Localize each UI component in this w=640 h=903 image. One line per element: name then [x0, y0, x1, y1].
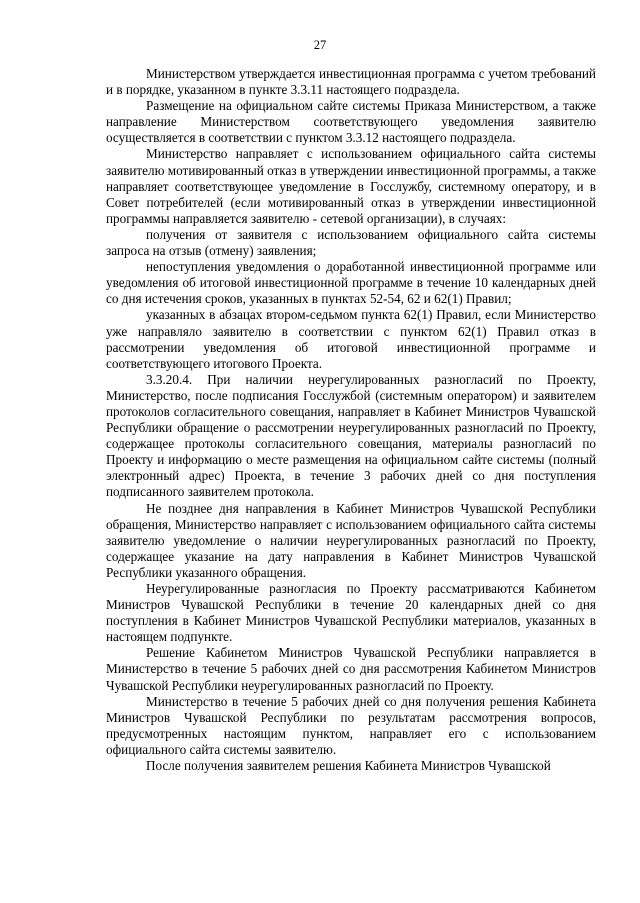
paragraph: непоступления уведомления о доработанной инвестиционной программе или уведомления об итоговой инвестиционной программе в течение 10 календарных дней со дня истечения сроков, указанных в пунктах 52-54, 62 и 62(1) Правил;	[106, 259, 596, 307]
paragraph: Решение Кабинетом Министров Чувашской Республики направляется в Министерство в течение 5 рабочих дней со дня рассмотрения Кабинетом Министров Чувашской Республики неурегулированных разногласий по Проекту.	[106, 645, 596, 693]
paragraph: Неурегулированные разногласия по Проекту рассматриваются Кабинетом Министров Чувашской Республики в течение 20 календарных дней со дня поступления в Кабинет Министров Чувашской Республики материалов, указанных в настоящем подпункте.	[106, 581, 596, 645]
paragraph: Не позднее дня направления в Кабинет Министров Чувашской Республики обращения, Министерство направляет с использованием официального сайта системы заявителю уведомление о наличии неурегулированных разногласий по Проекту, содержащее указание на дату направления в Кабинет Министров Чувашской Республики указанного обращения.	[106, 500, 596, 580]
paragraph: Министерством утверждается инвестиционная программа с учетом требований и в порядке, указанном в пункте 3.3.11 настоящего подраздела.	[106, 66, 596, 98]
paragraph: Размещение на официальном сайте системы Приказа Министерством, а также направление Министерством соответствующего уведомления заявителю осуществляется в соответствии с пунктом 3.3.12 настоящего подраздела.	[106, 98, 596, 146]
document-body	[106, 66, 596, 774]
paragraph: 3.3.20.4. При наличии неурегулированных разногласий по Проекту, Министерство, после подписания Госслужбой (системным оператором) и заявителем протоколов согласительного совещания, направляет в Кабинет Министров Чувашской Республики обращение о рассмотрении неурегулированных разногласий по Проекту, содержащее протоколы согласительного совещания, материалы разногласий по Проекту и информацию о месте размещения на официальном сайте системы (полный электронный адрес) Проекта, в течение 3 рабочих дней со дня поступления подписанного заявителем протокола.	[106, 371, 596, 500]
paragraph: Министерство в течение 5 рабочих дней со дня получения решения Кабинета Министров Чувашской Республики по результатам рассмотрения вопросов, предусмотренных настоящим пунктом, направляет его с использованием официального сайта системы заявителю.	[106, 693, 596, 757]
page-number: 27	[313, 38, 327, 52]
paragraph: указанных в абзацах втором-седьмом пункта 62(1) Правил, если Министерство уже направляло заявителю в соответствии с пунктом 62(1) Правил отказ в рассмотрении уведомления об итоговой инвестиционной программе и соответствующего итогового Проекта.	[106, 307, 596, 371]
paragraph: После получения заявителем решения Кабинета Министров Чувашской	[146, 758, 551, 774]
paragraph: Министерство направляет с использованием официального сайта системы заявителю мотивированный отказ в утверждении инвестиционной программы, а также направляет соответствующее уведомление в Госслужбу, системному оператору, и в Совет потребителей (если мотивированный отказ в утверждении инвестиционной программы направляется заявителю - сетевой организации), в случаях:	[106, 146, 596, 226]
paragraph: получения от заявителя с использованием официального сайта системы запроса на отзыв (отмену) заявления;	[106, 226, 596, 259]
